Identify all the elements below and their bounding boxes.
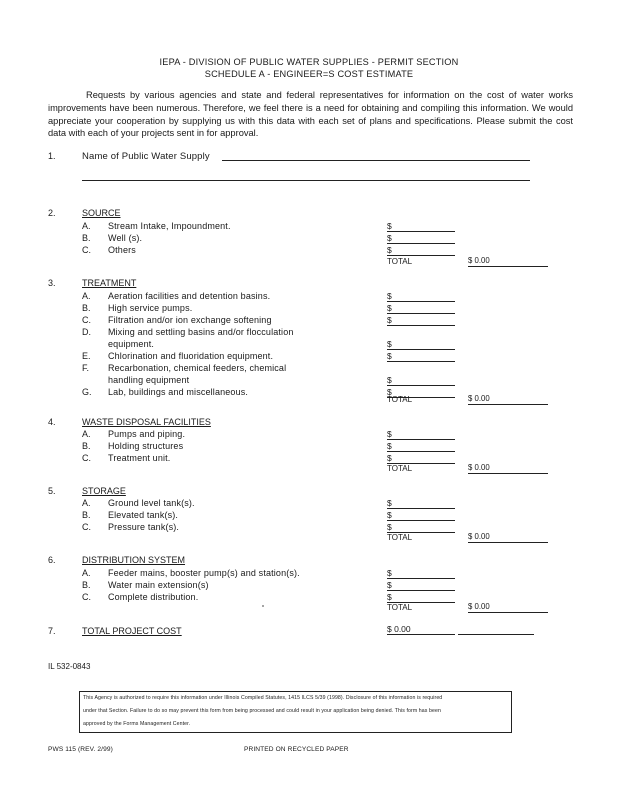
- legal-notice-box: [79, 691, 512, 733]
- cost-field[interactable]: $: [387, 339, 455, 350]
- supply-name-field[interactable]: [222, 160, 530, 161]
- cost-field[interactable]: $: [387, 387, 455, 398]
- total-label: TOTAL: [387, 603, 413, 612]
- item-letter: G.: [82, 387, 92, 397]
- section-title: SOURCE: [82, 208, 121, 218]
- cost-field[interactable]: $: [387, 568, 455, 579]
- section-number: 2.: [48, 208, 56, 218]
- total-label: TOTAL: [387, 395, 413, 404]
- cost-field[interactable]: $: [387, 453, 455, 464]
- item-letter: C.: [82, 453, 91, 463]
- item-letter: C.: [82, 245, 91, 255]
- project-total-extra-line: [458, 634, 534, 635]
- legal-notice-line: This Agency is authorized to require this information under Illinois Compiled Statutes, 1415 ILCS 5/39 (1998). Disclosure of this information is required: [83, 695, 443, 701]
- legal-notice-line: approved by the Forms Management Center.: [83, 721, 191, 727]
- item-letter: C.: [82, 315, 91, 325]
- cost-field[interactable]: $: [387, 592, 455, 603]
- total-label: TOTAL: [387, 533, 413, 542]
- total-value[interactable]: $ 0.00: [468, 256, 548, 267]
- cost-field[interactable]: $: [387, 221, 455, 232]
- legal-notice-line: under that Section. Failure to do so may prevent this form from being processed and could result in your application being denied. This form has been: [83, 708, 441, 714]
- intro-paragraph: Requests by various agencies and state and federal representatives for information on the cost of water works improvements have been numerous. Therefore, we feel there is a need for obtaining and compiling this information. We would appreciate your cooperation by supplying us with this data with each set of plans and specifications. Please submit the cost data with each of your projects sent in for approval.: [48, 90, 573, 139]
- section-title: TREATMENT: [82, 278, 137, 288]
- item-label: Recarbonation, chemical feeders, chemical: [108, 363, 287, 373]
- section-title: DISTRIBUTION SYSTEM: [82, 555, 186, 565]
- item-letter: B.: [82, 441, 91, 451]
- total-value[interactable]: $ 0.00: [468, 602, 548, 613]
- item-label: Elevated tank(s).: [108, 510, 179, 520]
- section-number: 4.: [48, 417, 56, 427]
- item-letter: A.: [82, 498, 91, 508]
- supply-name-field-line2[interactable]: [82, 180, 530, 181]
- section-number: 5.: [48, 486, 56, 496]
- item-letter: A.: [82, 429, 91, 439]
- item-letter: B.: [82, 233, 91, 243]
- cost-field[interactable]: $: [387, 580, 455, 591]
- form-id: IL 532-0843: [48, 662, 91, 671]
- item-letter: B.: [82, 510, 91, 520]
- item-letter: B.: [82, 303, 91, 313]
- item-letter: E.: [82, 351, 91, 361]
- cost-field[interactable]: $: [387, 510, 455, 521]
- total-label: TOTAL: [387, 464, 413, 473]
- item-letter: B.: [82, 580, 91, 590]
- item-label: Well (s).: [108, 233, 143, 243]
- cost-field[interactable]: $: [387, 498, 455, 509]
- item-label: Lab, buildings and miscellaneous.: [108, 387, 249, 397]
- scan-mark: [262, 605, 264, 607]
- cost-field[interactable]: $: [387, 245, 455, 256]
- item-letter: F.: [82, 363, 90, 373]
- item-label: High service pumps.: [108, 303, 193, 313]
- cost-field[interactable]: $: [387, 429, 455, 440]
- item-label: Pumps and piping.: [108, 429, 186, 439]
- form-title: IEPA - DIVISION OF PUBLIC WATER SUPPLIES - PERMIT SECTION: [159, 57, 459, 67]
- cost-field[interactable]: $: [387, 233, 455, 244]
- item-label: Mixing and settling basins and/or flocculation: [108, 327, 294, 337]
- item-letter: A.: [82, 221, 91, 231]
- item-label: Aeration facilities and detention basins.: [108, 291, 271, 301]
- form-revision: PWS 115 (REV. 2/99): [48, 746, 113, 753]
- form-subtitle: SCHEDULE A - ENGINEER=S COST ESTIMATE: [204, 69, 414, 79]
- project-total-label: TOTAL PROJECT COST: [82, 626, 182, 636]
- total-value[interactable]: $ 0.00: [468, 394, 548, 405]
- section-number: 3.: [48, 278, 56, 288]
- item-label: Others: [108, 245, 136, 255]
- item-label: Stream Intake, Impoundment.: [108, 221, 231, 231]
- cost-field[interactable]: $: [387, 291, 455, 302]
- item-letter: A.: [82, 291, 91, 301]
- cost-field[interactable]: $: [387, 441, 455, 452]
- item-letter: C.: [82, 592, 91, 602]
- section-number: 6.: [48, 555, 56, 565]
- cost-field[interactable]: $: [387, 375, 455, 386]
- item-label: Feeder mains, booster pump(s) and station(s).: [108, 568, 300, 578]
- item-label: Complete distribution.: [108, 592, 199, 602]
- item-label: Holding structures: [108, 441, 184, 451]
- total-value[interactable]: $ 0.00: [468, 532, 548, 543]
- item-label: equipment.: [108, 339, 155, 349]
- cost-field[interactable]: $: [387, 303, 455, 314]
- cost-field[interactable]: $: [387, 351, 455, 362]
- item-letter: D.: [82, 327, 91, 337]
- item-label: Water main extension(s): [108, 580, 209, 590]
- cost-field[interactable]: $: [387, 315, 455, 326]
- project-total-field[interactable]: $ 0.00: [387, 624, 455, 635]
- cost-field[interactable]: $: [387, 522, 455, 533]
- supply-label: Name of Public Water Supply: [82, 151, 210, 162]
- section-number: 7.: [48, 626, 56, 636]
- supply-number: 1.: [48, 151, 56, 161]
- item-label: Pressure tank(s).: [108, 522, 180, 532]
- item-label: Treatment unit.: [108, 453, 171, 463]
- item-label: Filtration and/or ion exchange softening: [108, 315, 272, 325]
- recycled-paper-note: PRINTED ON RECYCLED PAPER: [244, 746, 349, 753]
- item-label: Chlorination and fluoridation equipment.: [108, 351, 274, 361]
- section-title: STORAGE: [82, 486, 126, 496]
- total-value[interactable]: $ 0.00: [468, 463, 548, 474]
- item-letter: A.: [82, 568, 91, 578]
- section-title: WASTE DISPOSAL FACILITIES: [82, 417, 211, 427]
- total-label: TOTAL: [387, 257, 413, 266]
- item-label: Ground level tank(s).: [108, 498, 195, 508]
- item-letter: C.: [82, 522, 91, 532]
- item-label: handling equipment: [108, 375, 190, 385]
